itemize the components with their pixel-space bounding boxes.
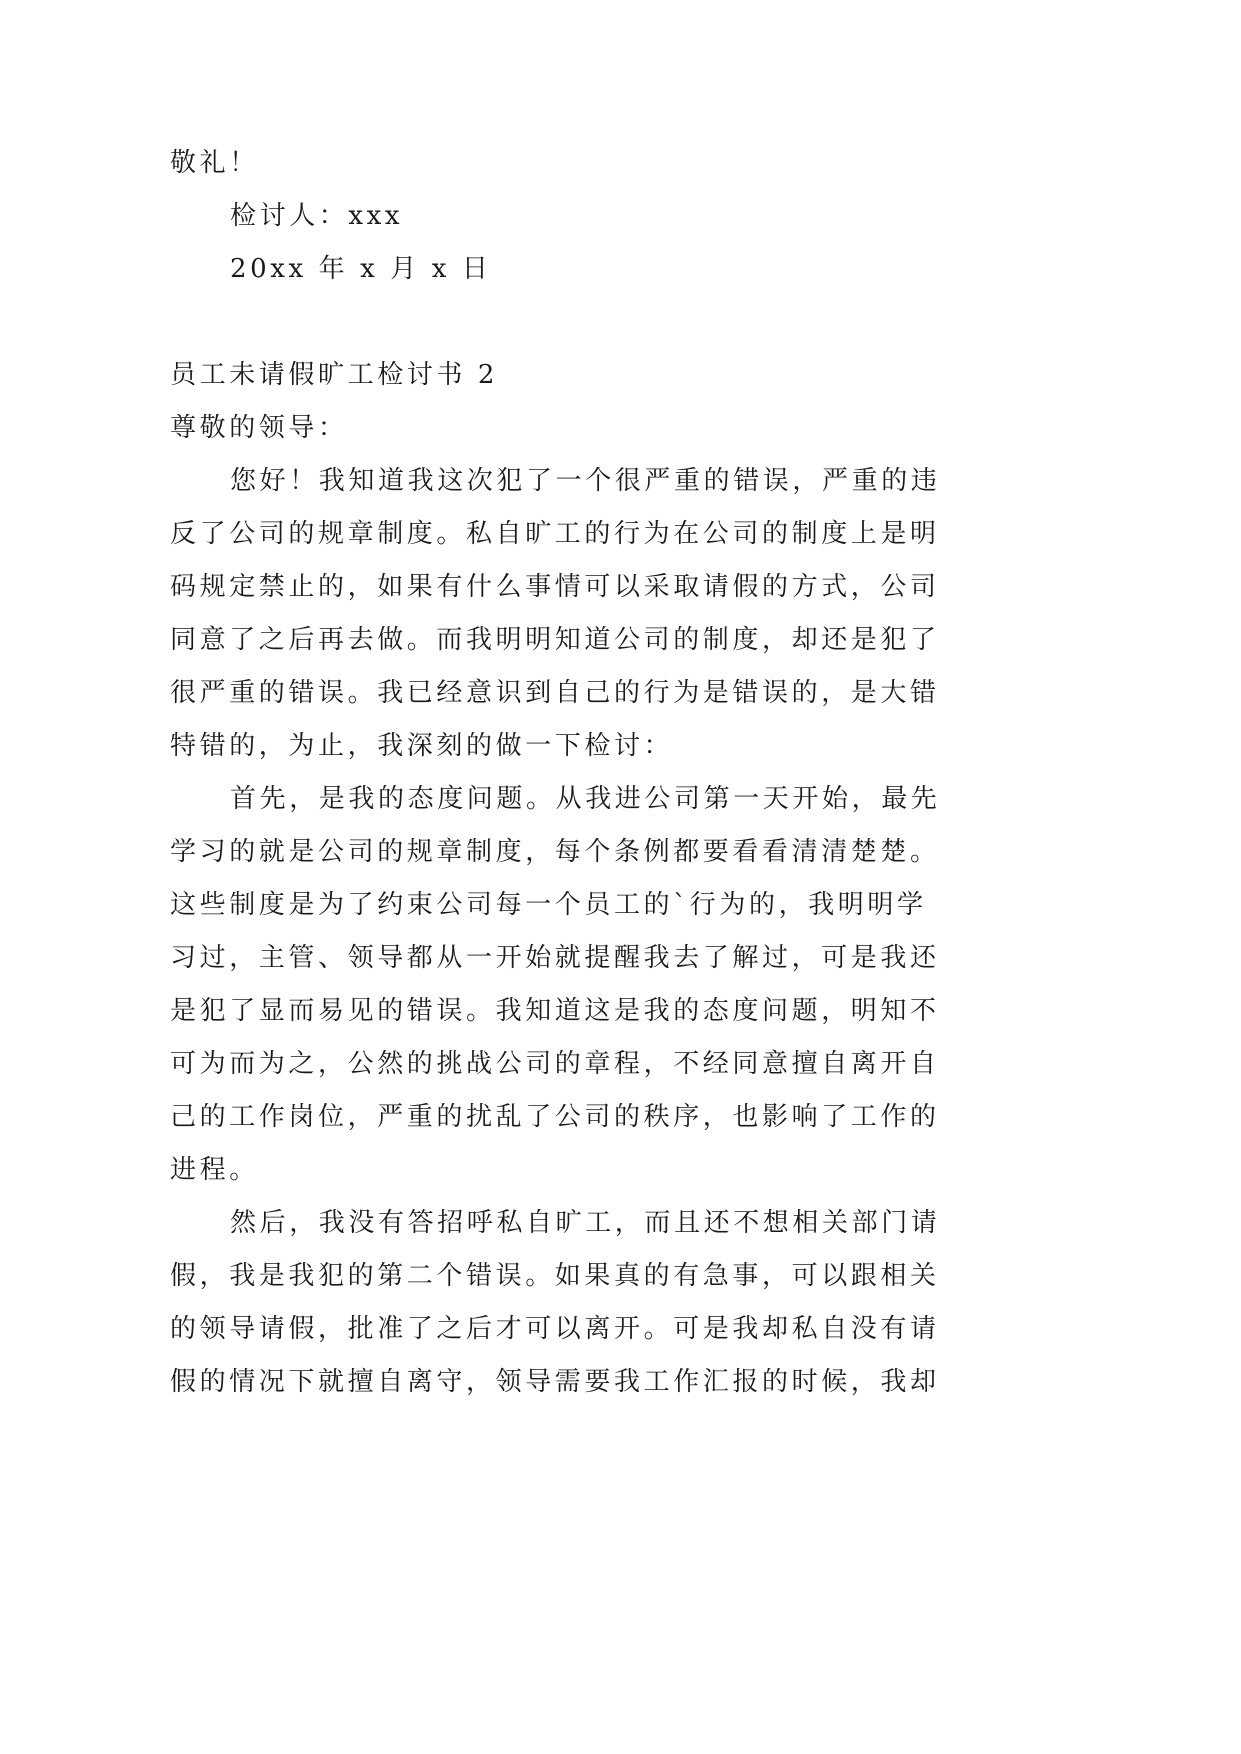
paragraph-3 [170,1197,990,1409]
paragraph-line: 反了公司的规章制度。私自旷工的行为在公司的制度上是明 [170,519,940,549]
salutation: 尊敬的领导： [170,413,348,443]
spacer [170,296,990,349]
paragraph-line: 然后，我没有答招呼私自旷工，而且还不想相关部门请 [230,1208,941,1238]
signature-label: 检讨人：xxx [230,201,404,231]
paragraph-1 [170,455,990,773]
paragraph-line: 可为而为之，公然的挑战公司的章程，不经同意擅自离开自 [170,1049,940,1079]
paragraph-line: 假的情况下就擅自离守，领导需要我工作汇报的时候，我却 [170,1367,940,1397]
document-title: 员工未请假旷工检讨书 2 [170,360,499,390]
paragraph-line: 是犯了显而易见的错误。我知道这是我的态度问题，明知不 [170,996,940,1026]
paragraph-line: 学习的就是公司的规章制度，每个条例都要看看清清楚楚。 [170,837,940,867]
paragraph-line: 首先，是我的态度问题。从我进公司第一天开始，最先 [230,784,941,814]
closing-text: 敬礼！ [170,148,259,178]
paragraph-line: 同意了之后再去做。而我明明知道公司的制度，却还是犯了 [170,625,940,655]
document-body [170,137,990,1409]
signature-date: 20xx 年 x 月 x 日 [230,254,492,284]
paragraph-line: 特错的，为止，我深刻的做一下检讨： [170,731,674,761]
paragraph-line: 进程。 [170,1155,259,1185]
paragraph-line: 很严重的错误。我已经意识到自己的行为是错误的，是大错 [170,678,940,708]
paragraph-2 [170,773,990,1197]
paragraph-line: 您好！我知道我这次犯了一个很严重的错误，严重的违 [230,466,941,496]
paragraph-line: 这些制度是为了约束公司每一个员工的`行为的，我明明学 [170,890,927,920]
paragraph-line: 的领导请假，批准了之后才可以离开。可是我却私自没有请 [170,1314,940,1344]
paragraph-line: 习过，主管、领导都从一开始就提醒我去了解过，可是我还 [170,943,940,973]
paragraph-line: 码规定禁止的，如果有什么事情可以采取请假的方式，公司 [170,572,940,602]
paragraph-line: 己的工作岗位，严重的扰乱了公司的秩序，也影响了工作的 [170,1102,940,1132]
paragraph-line: 假，我是我犯的第二个错误。如果真的有急事，可以跟相关 [170,1261,940,1291]
